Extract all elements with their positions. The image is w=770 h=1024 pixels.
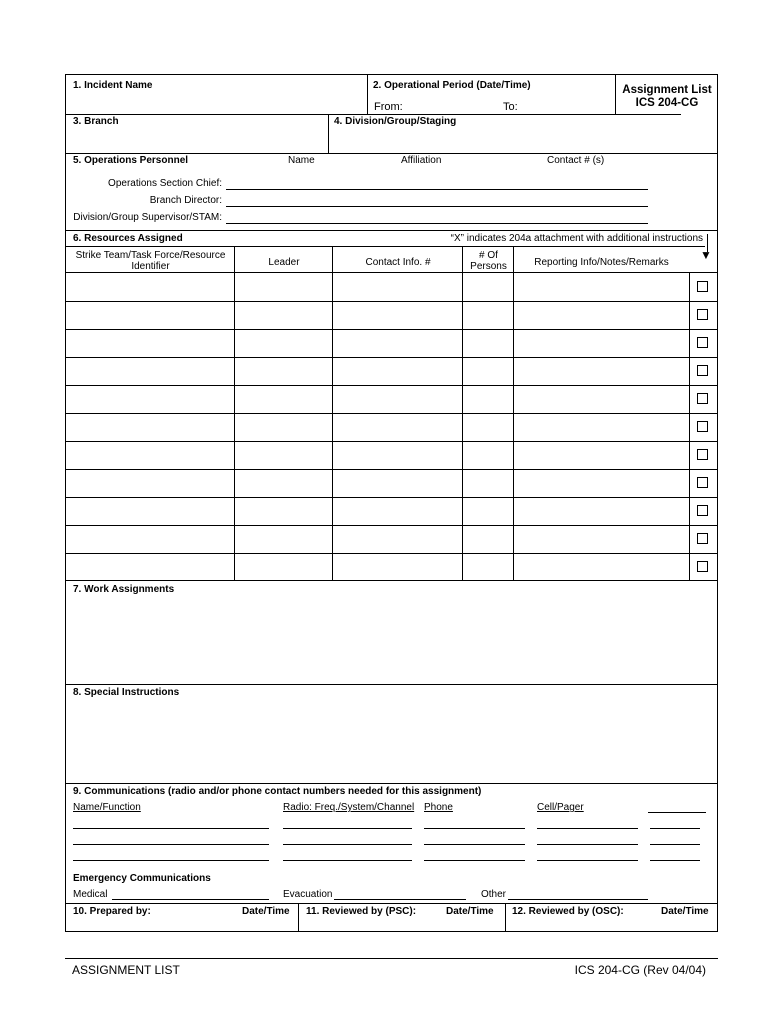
other-label: Other <box>481 889 507 900</box>
form-top-border <box>65 74 718 75</box>
personnel-col-affiliation: Affiliation <box>401 155 442 166</box>
work-assignments-label: 7. Work Assignments <box>73 584 175 595</box>
role-ops-chief-field[interactable] <box>226 189 648 190</box>
comm-extra-field[interactable] <box>650 860 700 861</box>
attachment-checkbox[interactable] <box>697 309 708 320</box>
to-label: To: <box>503 101 518 113</box>
col-contact-header: Contact Info. # <box>365 257 431 268</box>
comm-radio-field[interactable] <box>283 860 412 861</box>
resource-row <box>66 442 717 469</box>
role-branch-director-field[interactable] <box>226 206 648 207</box>
attachment-note: “X” indicates 204a attachment with additional instructions <box>450 233 703 244</box>
reviewed-psc-field[interactable] <box>303 918 501 930</box>
evacuation-field[interactable] <box>334 899 466 900</box>
emergency-comm-label: Emergency Communications <box>73 873 211 884</box>
prepared-datetime-label: Date/Time <box>242 906 290 917</box>
comm-col-phone: Phone <box>424 802 453 813</box>
other-field[interactable] <box>508 899 648 900</box>
comm-phone-field[interactable] <box>424 844 525 845</box>
attachment-checkbox[interactable] <box>697 449 708 460</box>
branch-label: 3. Branch <box>73 116 119 127</box>
resource-row <box>66 498 717 525</box>
attachment-checkbox[interactable] <box>697 393 708 404</box>
comm-radio-field[interactable] <box>283 844 412 845</box>
reviewed-osc-datetime-label: Date/Time <box>661 906 709 917</box>
comm-col-name: Name/Function <box>73 802 141 813</box>
doc-code: ICS 204-CG (Rev 04/04) <box>574 963 706 977</box>
form-right-border <box>717 74 718 932</box>
prepared-by-label: 10. Prepared by: <box>73 906 151 917</box>
resources-section-label: 6. Resources Assigned <box>73 233 183 244</box>
doc-title: ASSIGNMENT LIST <box>72 963 180 977</box>
comm-radio-field[interactable] <box>283 828 412 829</box>
attachment-checkbox[interactable] <box>697 533 708 544</box>
reviewed-osc-label: 12. Reviewed by (OSC): <box>512 906 624 917</box>
resource-row <box>66 358 717 385</box>
role-division-supervisor-label: Division/Group Supervisor/STAM: <box>73 212 222 223</box>
personnel-col-contact: Contact # (s) <box>547 155 605 166</box>
col-identifier-header: Strike Team/Task Force/Resource Identifier <box>75 250 226 272</box>
attachment-checkbox[interactable] <box>697 477 708 488</box>
comm-name-field[interactable] <box>73 844 269 845</box>
col-remarks-header: Reporting Info/Notes/Remarks <box>534 257 669 268</box>
attachment-checkbox[interactable] <box>697 421 708 432</box>
resource-row <box>66 273 717 301</box>
comm-extra-field[interactable] <box>650 828 700 829</box>
col-leader-header: Leader <box>268 257 300 268</box>
attachment-checkbox[interactable] <box>697 505 708 516</box>
medical-label: Medical <box>73 889 108 900</box>
comm-phone-field[interactable] <box>424 828 525 829</box>
footer-rule <box>65 958 718 959</box>
resource-row <box>66 526 717 553</box>
attachment-checkbox[interactable] <box>697 561 708 572</box>
comm-name-field[interactable] <box>73 860 269 861</box>
comm-col-cell: Cell/Pager <box>537 802 584 813</box>
from-field[interactable] <box>405 99 495 112</box>
attachment-arrow-icon: ▼ <box>700 248 712 262</box>
comm-cell-field[interactable] <box>537 828 638 829</box>
medical-field[interactable] <box>112 899 269 900</box>
comm-name-field[interactable] <box>73 828 269 829</box>
form-bottom-border <box>65 931 718 932</box>
form-code: ICS 204-CG <box>635 97 699 109</box>
comm-extra-field[interactable] <box>650 844 700 845</box>
incident-name-field[interactable] <box>70 94 360 112</box>
personnel-col-name: Name <box>288 155 315 166</box>
branch-field[interactable] <box>70 130 322 150</box>
special-instructions-field[interactable] <box>73 703 709 779</box>
role-ops-chief-label: Operations Section Chief: <box>108 178 222 189</box>
work-assignments-field[interactable] <box>73 600 709 680</box>
col-persons-header: # Of Persons <box>470 250 507 272</box>
reviewed-osc-field[interactable] <box>510 918 713 930</box>
role-branch-director-label: Branch Director: <box>149 195 222 206</box>
resource-row <box>66 470 717 497</box>
incident-name-label: 1. Incident Name <box>73 80 153 91</box>
evacuation-label: Evacuation <box>283 889 333 900</box>
resource-row <box>66 330 717 357</box>
division-field[interactable] <box>334 130 712 150</box>
prepared-by-field[interactable] <box>70 918 292 930</box>
personnel-section-label: 5. Operations Personnel <box>73 155 189 166</box>
reviewed-psc-label: 11. Reviewed by (PSC): <box>306 906 417 917</box>
to-field[interactable] <box>522 99 612 112</box>
role-division-supervisor-field[interactable] <box>226 223 648 224</box>
communications-label: 9. Communications (radio and/or phone contact numbers needed for this assignment) <box>73 786 482 797</box>
division-label: 4. Division/Group/Staging <box>334 116 457 127</box>
resource-row <box>66 386 717 413</box>
attachment-checkbox[interactable] <box>697 365 708 376</box>
attachment-checkbox[interactable] <box>697 281 708 292</box>
special-instructions-label: 8. Special Instructions <box>73 687 180 698</box>
attachment-checkbox[interactable] <box>697 337 708 348</box>
from-label: From: <box>374 101 403 113</box>
resource-row <box>66 302 717 329</box>
resource-row <box>66 414 717 441</box>
reviewed-psc-datetime-label: Date/Time <box>446 906 494 917</box>
comm-phone-field[interactable] <box>424 860 525 861</box>
resource-row <box>66 554 717 580</box>
op-period-label: 2. Operational Period (Date/Time) <box>373 80 531 91</box>
comm-cell-field[interactable] <box>537 844 638 845</box>
comm-cell-field[interactable] <box>537 860 638 861</box>
comm-col-radio: Radio: Freq./System/Channel <box>283 802 415 813</box>
form-title: Assignment List <box>622 84 712 96</box>
